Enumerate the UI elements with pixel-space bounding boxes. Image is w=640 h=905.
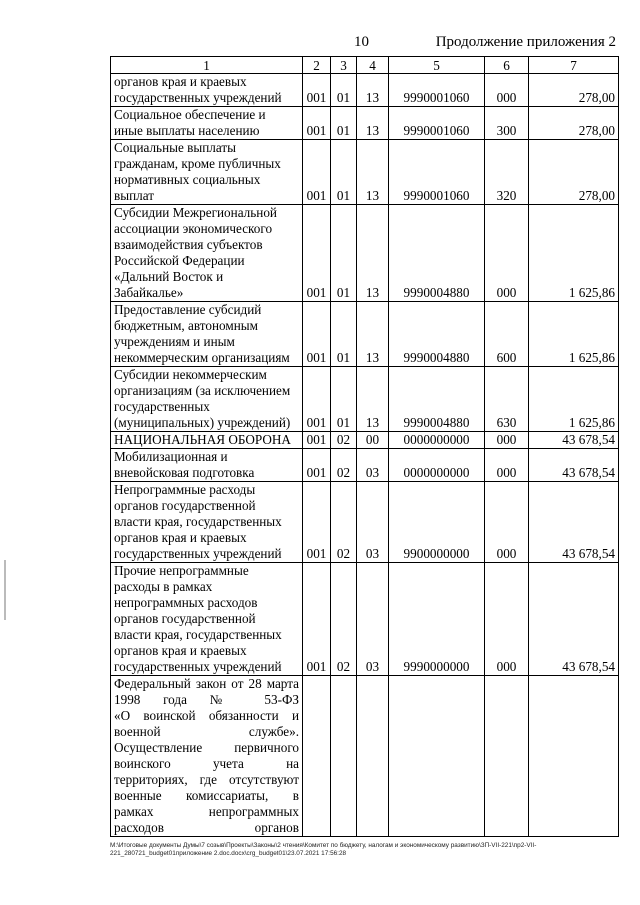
section-code: 02 bbox=[331, 449, 357, 482]
table-row bbox=[111, 74, 619, 107]
table-row bbox=[111, 107, 619, 140]
amount: 1 625,86 bbox=[529, 367, 619, 432]
scan-edge-mark bbox=[4, 560, 6, 620]
name-line: военные комиссариаты, в bbox=[114, 788, 299, 803]
expense-item-name bbox=[111, 205, 303, 302]
amount: 278,00 bbox=[529, 140, 619, 205]
name-line: «О воинской обязанности и bbox=[114, 708, 299, 723]
name-line: Социальные выплаты bbox=[114, 140, 236, 155]
target-article-code: 9990000000 bbox=[389, 563, 485, 676]
expense-item-name bbox=[111, 563, 303, 676]
amount bbox=[529, 676, 619, 837]
table-row bbox=[111, 563, 619, 676]
name-line: расходов органов bbox=[114, 820, 299, 835]
column-header: 5 bbox=[389, 57, 485, 74]
target-article-code: 9990004880 bbox=[389, 205, 485, 302]
name-line: вневойсковая подготовка bbox=[114, 465, 255, 480]
section-code: 02 bbox=[331, 482, 357, 563]
name-line: органов края и краевых bbox=[114, 74, 247, 89]
expense-type-code: 600 bbox=[485, 302, 529, 367]
section-code: 01 bbox=[331, 302, 357, 367]
section-code bbox=[331, 676, 357, 837]
table-row bbox=[111, 449, 619, 482]
expense-item-name bbox=[111, 449, 303, 482]
name-line: Предоставление субсидий bbox=[114, 302, 262, 317]
expense-type-code: 000 bbox=[485, 563, 529, 676]
amount: 278,00 bbox=[529, 74, 619, 107]
name-line: военной службе». bbox=[114, 724, 299, 739]
expense-item-name bbox=[111, 676, 303, 837]
name-line: Федеральный закон от 28 марта bbox=[114, 676, 299, 691]
subsection-code: 03 bbox=[357, 563, 389, 676]
section-code: 01 bbox=[331, 367, 357, 432]
amount: 278,00 bbox=[529, 107, 619, 140]
name-line: (муниципальных) учреждений) bbox=[114, 415, 291, 430]
column-header: 1 bbox=[111, 57, 303, 74]
name-line: расходы в рамках bbox=[114, 579, 213, 594]
expense-item-name bbox=[111, 302, 303, 367]
name-line: государственных учреждений bbox=[114, 659, 282, 674]
target-article-code: 9990001060 bbox=[389, 140, 485, 205]
name-line: гражданам, кроме публичных bbox=[114, 156, 281, 171]
table-row bbox=[111, 482, 619, 563]
name-line: органов государственной bbox=[114, 498, 256, 513]
subsection-code bbox=[357, 676, 389, 837]
name-line: 1998 года № 53-ФЗ bbox=[114, 692, 299, 707]
section-code: 01 bbox=[331, 205, 357, 302]
target-article-code: 9990001060 bbox=[389, 74, 485, 107]
continuation-label: Продолжение приложения 2 bbox=[435, 34, 616, 50]
expense-type-code: 000 bbox=[485, 449, 529, 482]
name-line: воинского учета на bbox=[114, 756, 299, 771]
name-line: власти края, государственных bbox=[114, 514, 282, 529]
target-article-code: 9990001060 bbox=[389, 107, 485, 140]
column-header: 2 bbox=[303, 57, 331, 74]
name-line: учреждениям и иным bbox=[114, 334, 235, 349]
target-article-code: 9900000000 bbox=[389, 482, 485, 563]
expense-item-name bbox=[111, 140, 303, 205]
name-line: Забайкалье» bbox=[114, 285, 184, 300]
amount: 43 678,54 bbox=[529, 482, 619, 563]
ministry-code: 001 bbox=[303, 367, 331, 432]
ministry-code: 001 bbox=[303, 302, 331, 367]
amount: 1 625,86 bbox=[529, 205, 619, 302]
expense-type-code: 000 bbox=[485, 205, 529, 302]
name-line: нормативных социальных bbox=[114, 172, 261, 187]
expense-item-name bbox=[111, 107, 303, 140]
target-article-code: 9990004880 bbox=[389, 302, 485, 367]
target-article-code: 0000000000 bbox=[389, 449, 485, 482]
target-article-code bbox=[389, 676, 485, 837]
column-header: 3 bbox=[331, 57, 357, 74]
name-line: некоммерческим организациям bbox=[114, 350, 290, 365]
name-line: взаимодействия субъектов bbox=[114, 237, 263, 252]
table-body bbox=[111, 74, 619, 837]
name-line: органов края и краевых bbox=[114, 643, 247, 658]
ministry-code: 001 bbox=[303, 563, 331, 676]
name-line: Осуществление первичного bbox=[114, 740, 299, 755]
name-line: непрограммных расходов bbox=[114, 595, 258, 610]
name-line: организациям (за исключением bbox=[114, 383, 291, 398]
table-header bbox=[111, 57, 619, 74]
name-line: государственных учреждений bbox=[114, 90, 282, 105]
subsection-code: 13 bbox=[357, 302, 389, 367]
ministry-code: 001 bbox=[303, 74, 331, 107]
subsection-code: 03 bbox=[357, 449, 389, 482]
name-line: выплат bbox=[114, 188, 155, 203]
table-row bbox=[111, 676, 619, 837]
section-code: 02 bbox=[331, 563, 357, 676]
expense-type-code: 320 bbox=[485, 140, 529, 205]
expense-type-code: 000 bbox=[485, 482, 529, 563]
ministry-code: 001 bbox=[303, 432, 331, 449]
ministry-code: 001 bbox=[303, 449, 331, 482]
subsection-code: 13 bbox=[357, 107, 389, 140]
expense-type-code: 000 bbox=[485, 432, 529, 449]
page-number: 10 bbox=[354, 34, 369, 50]
ministry-code: 001 bbox=[303, 140, 331, 205]
subsection-code: 13 bbox=[357, 74, 389, 107]
column-header: 6 bbox=[485, 57, 529, 74]
ministry-code: 001 bbox=[303, 205, 331, 302]
expense-type-code: 630 bbox=[485, 367, 529, 432]
target-article-code: 9990004880 bbox=[389, 367, 485, 432]
section-code: 01 bbox=[331, 107, 357, 140]
table-row bbox=[111, 302, 619, 367]
expense-item-name bbox=[111, 367, 303, 432]
name-line: территориях, где отсутствуют bbox=[114, 772, 299, 787]
subsection-code: 00 bbox=[357, 432, 389, 449]
name-line: Субсидии некоммерческим bbox=[114, 367, 267, 382]
subsection-code: 13 bbox=[357, 140, 389, 205]
expense-type-code: 000 bbox=[485, 74, 529, 107]
section-code: 02 bbox=[331, 432, 357, 449]
name-line: иные выплаты населению bbox=[114, 123, 260, 138]
ministry-code: 001 bbox=[303, 107, 331, 140]
amount: 1 625,86 bbox=[529, 302, 619, 367]
table-row bbox=[111, 432, 619, 449]
name-line: НАЦИОНАЛЬНАЯ ОБОРОНА bbox=[114, 432, 291, 447]
column-header: 7 bbox=[529, 57, 619, 74]
section-code: 01 bbox=[331, 74, 357, 107]
ministry-code bbox=[303, 676, 331, 837]
budget-table bbox=[110, 56, 619, 837]
name-line: власти края, государственных bbox=[114, 627, 282, 642]
name-line: органов края и краевых bbox=[114, 530, 247, 545]
amount: 43 678,54 bbox=[529, 449, 619, 482]
amount: 43 678,54 bbox=[529, 563, 619, 676]
ministry-code: 001 bbox=[303, 482, 331, 563]
subsection-code: 13 bbox=[357, 205, 389, 302]
name-line: рамках непрограммных bbox=[114, 804, 299, 819]
expense-type-code: 300 bbox=[485, 107, 529, 140]
section-code: 01 bbox=[331, 140, 357, 205]
column-header: 4 bbox=[357, 57, 389, 74]
name-line: ассоциации экономического bbox=[114, 221, 273, 236]
target-article-code: 0000000000 bbox=[389, 432, 485, 449]
subsection-code: 13 bbox=[357, 367, 389, 432]
expense-item-name bbox=[111, 482, 303, 563]
expense-item-name bbox=[111, 432, 303, 449]
table-row bbox=[111, 140, 619, 205]
name-line: «Дальний Восток и bbox=[114, 269, 224, 284]
table-row bbox=[111, 205, 619, 302]
name-line: органов государственной bbox=[114, 611, 256, 626]
subsection-code: 03 bbox=[357, 482, 389, 563]
name-line: Мобилизационная и bbox=[114, 449, 228, 464]
name-line: Социальное обеспечение и bbox=[114, 107, 266, 122]
amount: 43 678,54 bbox=[529, 432, 619, 449]
name-line: Непрограммные расходы bbox=[114, 482, 256, 497]
name-line: государственных учреждений bbox=[114, 546, 282, 561]
table-row bbox=[111, 367, 619, 432]
name-line: Российской Федерации bbox=[114, 253, 245, 268]
document-path-footer: М:\Итоговые документы Думы\7 созыв\Проекты\Законы\2 чтения\Комитет по бюджету, налогам и экономическому развитию\ЗП-VII-221\пр2-VII-221_280721_budget01приложение 2.doc.docx\crg_budget01\23.07.2021 17:56:28 bbox=[110, 842, 537, 857]
name-line: бюджетным, автономным bbox=[114, 318, 258, 333]
expense-type-code bbox=[485, 676, 529, 837]
name-line: Прочие непрограммные bbox=[114, 563, 249, 578]
expense-item-name bbox=[111, 74, 303, 107]
name-line: государственных bbox=[114, 399, 210, 414]
name-line: Субсидии Межрегиональной bbox=[114, 205, 277, 220]
